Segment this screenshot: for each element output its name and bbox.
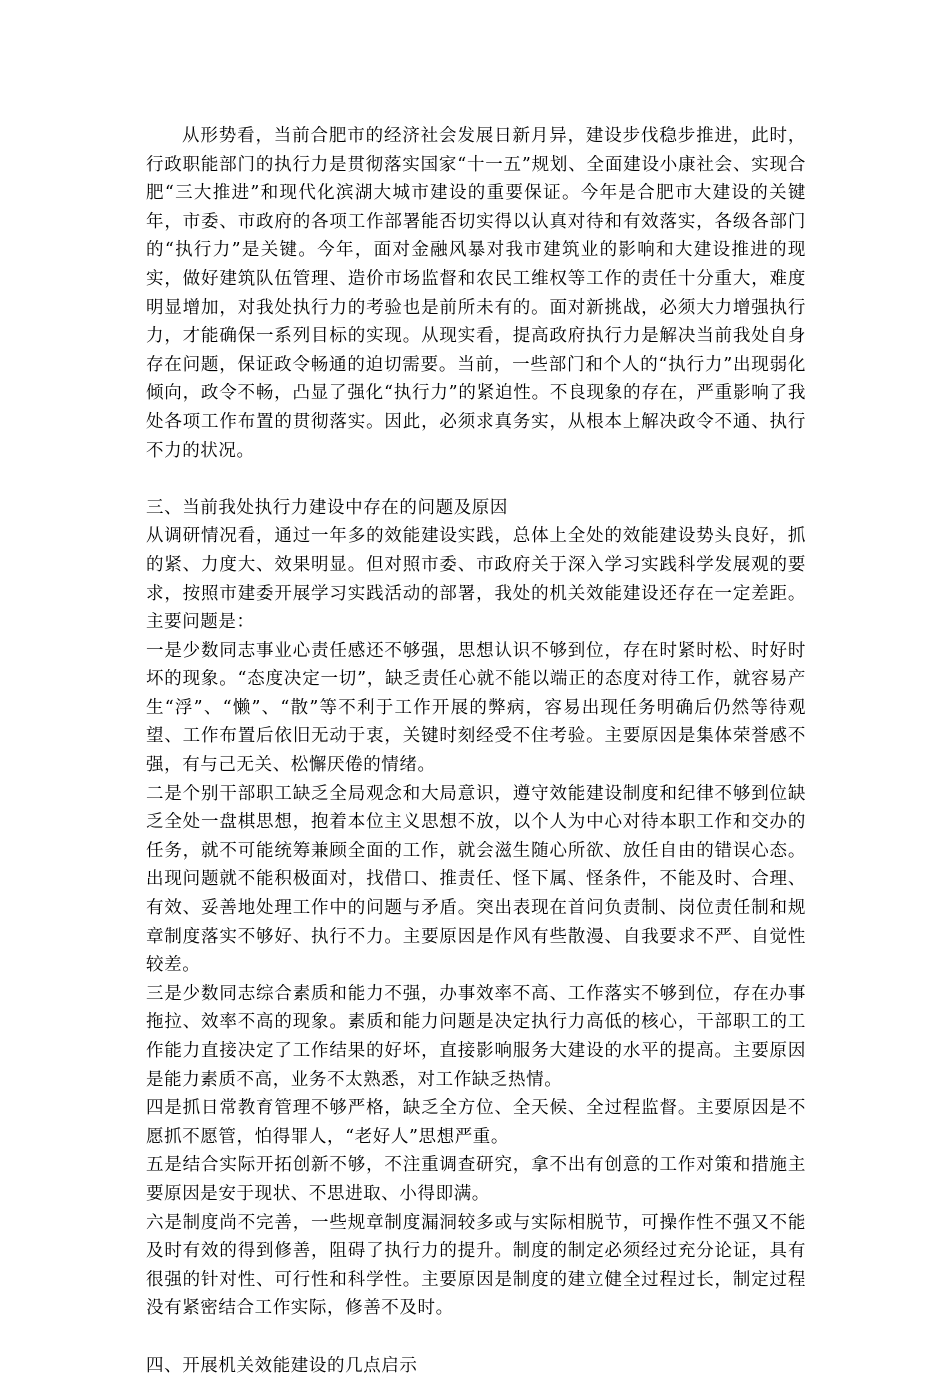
section-3-heading: 三、当前我处执行力建设中存在的问题及原因 bbox=[146, 497, 508, 518]
section-3-intro: 从调研情况看，通过一年多的效能建设实践，总体上全处的效能建设势头良好，抓的紧、力度大、效果明显。但对照市委、市政府关于深入学习实践科学发展观的要求，按照市建委开展学习实践活动的部署，我处的机关效能建设还存在一定差距。主要问题是： bbox=[146, 526, 806, 633]
section-4-heading: 四、开展机关效能建设的几点启示 bbox=[146, 1355, 418, 1376]
problem-item-2: 二是个别干部职工缺乏全局观念和大局意识，遵守效能建设制度和纪律不够到位缺乏全处一盘棋思想，抱着本位主义思想不放，以个人为中心对待本职工作和交办的任务，就不可能统筹兼顾全面的工作，就会滋生随心所欲、放任自由的错误心态。出现问题就不能积极面对，找借口、推责任、怪下属、怪条件，不能及时、合理、有效、妥善地处理工作中的问题与矛盾。突出表现在首问负责制、岗位责任制和规章制度落实不够好、执行不力。主要原因是作风有些散漫、自我要求不严、自觉性较差。 bbox=[146, 783, 806, 976]
problem-item-6: 六是制度尚不完善，一些规章制度漏洞较多或与实际相脱节，可操作性不强又不能及时有效的得到修善，阻碍了执行力的提升。制度的制定必须经过充分论证，具有很强的针对性、可行性和科学性。主要原因是制度的建立健全过程过长，制定过程没有紧密结合工作实际，修善不及时。 bbox=[146, 1212, 806, 1319]
paragraph-gap bbox=[146, 1323, 806, 1352]
problem-item-3: 三是少数同志综合素质和能力不强，办事效率不高、工作落实不够到位，存在办事拖拉、效率不高的现象。素质和能力问题是决定执行力高低的核心，干部职工的工作能力直接决定了工作结果的好坏，直接影响服务大建设的水平的提高。主要原因是能力素质不高，业务不太熟悉，对工作缺乏热情。 bbox=[146, 983, 806, 1090]
problem-item-4: 四是抓日常教育管理不够严格，缺乏全方位、全天候、全过程监督。主要原因是不愿抓不愿管，怕得罪人，“老好人”思想严重。 bbox=[146, 1098, 806, 1147]
opening-paragraph: 从形势看，当前合肥市的经济社会发展日新月异，建设步伐稳步推进，此时，行政职能部门的执行力是贯彻落实国家“十一五”规划、全面建设小康社会、实现合肥“三大推进”和现代化滨湖大城市建设的重要保证。今年是合肥市大建设的关键年，市委、市政府的各项工作部署能否切实得以认真对待和有效落实，各级各部门的“执行力”是关键。今年，面对金融风暴对我市建筑业的影响和大建设推进的现实，做好建筑队伍管理、造价市场监督和农民工维权等工作的责任十分重大，难度明显增加，对我处执行力的考验也是前所未有的。面对新挑战，必须大力增强执行力，才能确保一系列目标的实现。从现实看，提高政府执行力是解决当前我处自身存在问题，保证政令畅通的迫切需要。当前，一些部门和个人的“执行力”出现弱化倾向，政令不畅，凸显了强化“执行力”的紧迫性。不良现象的存在，严重影响了我处各项工作布置的贯彻落实。因此，必须求真务实，从根本上解决政令不通、执行不力的状况。 bbox=[146, 126, 806, 461]
paragraph-gap bbox=[146, 465, 806, 494]
problem-item-1: 一是少数同志事业心责任感还不够强，思想认识不够到位，存在时紧时松、时好时坏的现象。“态度决定一切”，缺乏责任心就不能以端正的态度对待工作，就容易产生“浮”、“懒”、“散”等不利于工作开展的弊病，容易出现任务明确后仍然等待观望、工作布置后依旧无动于衷，关键时刻经受不住考验。主要原因是集体荣誉感不强，有与己无关、松懈厌倦的情绪。 bbox=[146, 640, 806, 776]
document-body bbox=[146, 122, 806, 1380]
problem-item-5: 五是结合实际开拓创新不够，不注重调查研究，拿不出有创意的工作对策和措施主要原因是安于现状、不思进取、小得即满。 bbox=[146, 1155, 806, 1204]
